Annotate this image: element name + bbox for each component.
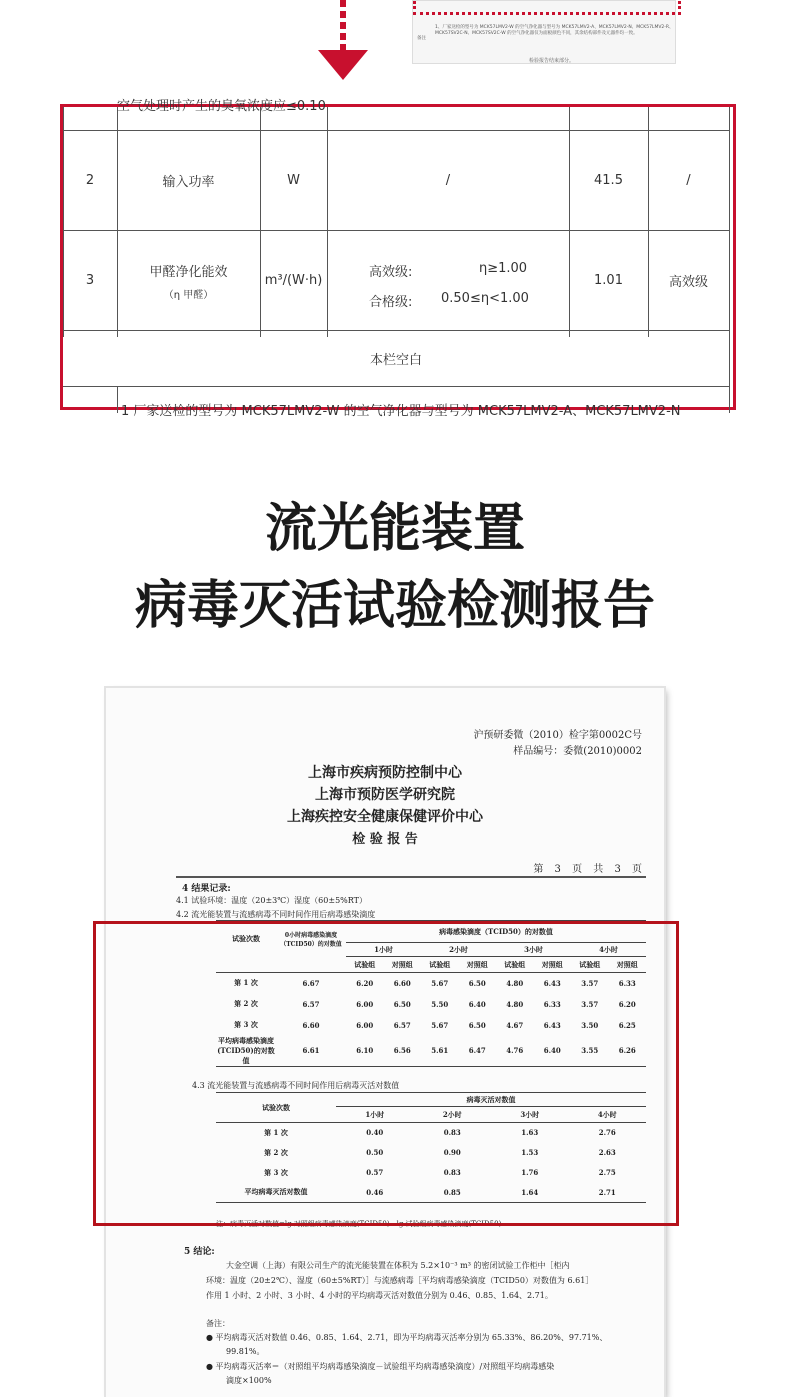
row3-item-sub: （η 甲醛） <box>163 289 214 301</box>
row2-verdict: / <box>686 173 691 188</box>
cell-value: 3.55 <box>571 1036 609 1067</box>
cell-value: 3.50 <box>581 1020 599 1030</box>
cell-value: 5.67 <box>431 978 449 988</box>
cell-value: 3.57 <box>581 999 599 1009</box>
t1-test: 试验组 <box>571 957 609 973</box>
conclusion-line-2: 环境：温度（20±2℃）、湿度（60±5%RT）］与流感病毒［平均病毒感染滴度（TCID50）对数值为 6.61］ <box>206 1276 594 1285</box>
section-4-1: 4.1 试验环境：温度（20±3℃）湿度（60±5%RT） <box>176 896 367 905</box>
arrow-head <box>318 50 368 80</box>
cell-value: 6.10 <box>346 1036 384 1067</box>
row3-item <box>117 231 260 330</box>
row-label: 平均病毒灭活对数值 <box>216 1183 336 1203</box>
cell-value: 4.80 <box>506 999 524 1009</box>
t1-test: 试验组 <box>496 957 534 973</box>
blank-row: 本栏空白 <box>369 353 422 368</box>
cell-value: 6.40 <box>468 999 486 1009</box>
cell-value: 2.75 <box>598 1168 616 1177</box>
cell-value: 6.56 <box>384 1036 422 1067</box>
conclusion-line-1: 大金空调（上海）有限公司生产的流光能装置在体积为 5.2×10⁻³ m³ 的密闭试验工作柜中［柜内 <box>226 1261 570 1270</box>
row2-unit: W <box>287 173 300 188</box>
row3-verdict: 高效级 <box>668 275 708 290</box>
row3-unit: m³/(W·h) <box>264 273 323 288</box>
cell-value: 6.67 <box>302 978 320 988</box>
t1-test: 试验组 <box>421 957 459 973</box>
row3-result: 1.01 <box>594 273 623 288</box>
t2-h-count: 试验次数 <box>216 1093 336 1123</box>
row3-item-label: 甲醛净化能效 <box>149 264 228 280</box>
row3-no: 3 <box>85 273 95 288</box>
cell-value: 6.33 <box>543 999 561 1009</box>
cell-value: 1.63 <box>521 1128 539 1138</box>
spec-top-cut-text: 空气处理时产生的臭氧浓度应≤0.10 <box>117 99 326 114</box>
cell-value: 6.57 <box>302 999 320 1009</box>
remark-label: 备注： <box>206 1319 230 1328</box>
cell-value: 1.53 <box>521 1148 539 1157</box>
t2-h1: 1小时 <box>336 1107 414 1123</box>
row-label: 第 3 次 <box>234 1020 258 1029</box>
row2-no: 2 <box>85 173 95 188</box>
row-label: 第 2 次 <box>234 999 258 1008</box>
t1-ctrl: 对照组 <box>384 957 422 973</box>
thumbnail-remark: 1、厂家送检的型号为 MCK57LMV2-W 的空气净化器与型号为 MCK57LMV2-A、MCK57LMV2-N、MCK57LMV2-R、MCK57SV2C-N、MCK57SV2C-W 的空气净化器仅为面板颜色不同，其余结构部件及元器件均一致。 <box>435 25 674 36</box>
std-ok-value: 0.50≤η<1.00 <box>441 291 529 306</box>
cell-value: 6.33 <box>618 978 636 988</box>
t1-ctrl: 对照组 <box>534 957 572 973</box>
cell-value: 2.63 <box>598 1148 616 1157</box>
bullet-2-text: 平均病毒灭活率＝（对照组平均病毒感染滴度－试验组平均病毒感染滴度）/对照组平均病毒感染 <box>215 1362 555 1371</box>
cell-value: 6.60 <box>393 978 411 988</box>
t1-ctrl: 对照组 <box>609 957 647 973</box>
row2-result: 41.5 <box>594 173 623 188</box>
cell-value: 0.83 <box>443 1168 461 1177</box>
section-4-3: 4.3 流光能装置与流感病毒不同时间作用后病毒灭活对数值 <box>192 1081 400 1090</box>
cell-value: 5.61 <box>421 1036 459 1067</box>
cell-value: 6.50 <box>393 999 411 1009</box>
t1-h1: 1小时 <box>346 943 421 957</box>
row-label: 第 1 次 <box>264 1127 288 1137</box>
heading-line-1: 流光能装置 <box>264 499 525 559</box>
cell-value: 6.00 <box>356 999 374 1009</box>
cell-value: 6.61 <box>276 1036 346 1067</box>
cell-value: 1.76 <box>521 1168 539 1177</box>
cell-value: 6.25 <box>618 1020 636 1030</box>
doc-type: 检 验 报 告 <box>352 832 418 847</box>
highlight-box <box>93 921 679 1226</box>
formula-note: 注：病毒灭活对数值=lg 对照组病毒感染滴度(TCID50)－lg 试验组病毒感染滴度(TCID50) <box>216 1220 502 1228</box>
cell-value: 0.83 <box>443 1128 461 1138</box>
cell-value: 5.50 <box>431 999 449 1009</box>
cell-value: 4.76 <box>496 1036 534 1067</box>
bullet-1-cont: 99.81%。 <box>226 1347 265 1356</box>
row2-item: 输入功率 <box>162 175 215 190</box>
cell-value: 1.64 <box>491 1183 569 1203</box>
org-name-3: 上海疾控安全健康保健评价中心 <box>287 809 483 825</box>
t1-h2: 2小时 <box>421 943 496 957</box>
cell-value: 2.71 <box>569 1183 647 1203</box>
page-indicator: 第 3 页 共 3 页 <box>533 864 642 875</box>
cell-value: 6.43 <box>543 978 561 988</box>
t2-h-group: 病毒灭活对数值 <box>336 1093 646 1107</box>
bullet-1-text: 平均病毒灭活对数值 0.46、0.85、1.64、2.71，即为平均病毒灭活率分别为 65.33%、86.20%、97.71%、 <box>215 1333 608 1342</box>
thumbnail-footer: 检验报告结束部分。 <box>529 58 575 64</box>
cell-value: 0.85 <box>414 1183 492 1203</box>
cell-value: 0.40 <box>366 1128 384 1138</box>
t2-h4: 4小时 <box>569 1107 647 1123</box>
row3-standard <box>327 231 569 330</box>
spec-bottom-cut-text: 1 厂家送检的型号为 MCK57LMV2-W 的空气净化器与型号为 MCK57LMV2-A、MCK57LMV2-N <box>121 404 681 419</box>
report-ref: 沪预研委微（2010）检字第0002C号 <box>473 730 642 741</box>
cell-value: 6.60 <box>302 1020 320 1030</box>
thumbnail-label: 备注 <box>417 36 426 41</box>
down-arrow-icon <box>318 0 368 84</box>
conclusion-line-3: 作用 1 小时、2 小时、3 小时、4 小时的平均病毒灭活对数值分别为 0.46、0.85、1.64、2.71。 <box>206 1291 553 1300</box>
heading-line-2: 病毒灭活试验检测报告 <box>134 576 655 636</box>
cell-value: 4.67 <box>506 1020 524 1030</box>
spec-table <box>60 99 736 419</box>
cell-value: 5.67 <box>431 1020 449 1030</box>
cell-value: 6.20 <box>618 999 636 1009</box>
t1-h-zero: 0小时病毒感染滴度（TCID50）的对数值 <box>276 921 346 957</box>
cell-value: 6.43 <box>543 1020 561 1030</box>
cell-value: 0.57 <box>366 1168 384 1177</box>
row-label: 平均病毒感染滴度(TCID50)的对数值 <box>217 1035 275 1065</box>
dotted-line <box>340 0 346 52</box>
cell-value: 6.26 <box>609 1036 647 1067</box>
cell-value: 6.57 <box>393 1020 411 1030</box>
std-ok-label: 合格级: <box>369 295 413 310</box>
row-label: 第 3 次 <box>264 1167 288 1177</box>
section-4-2: 4.2 流光能装置与流感病毒不同时间作用后病毒感染滴度 <box>176 910 376 919</box>
org-name-2: 上海市预防医学研究院 <box>315 787 455 803</box>
t1-h3: 3小时 <box>496 943 571 957</box>
cell-value: 6.40 <box>534 1036 572 1067</box>
std-high-label: 高效级: <box>369 265 413 280</box>
t1-test: 试验组 <box>346 957 384 973</box>
cell-value: 3.57 <box>581 978 599 988</box>
cell-value: 0.50 <box>366 1148 384 1157</box>
t1-h-count: 试验次数 <box>216 921 276 957</box>
section-4-heading: 4 结果记录: <box>182 884 231 894</box>
t1-h4: 4小时 <box>571 943 646 957</box>
t2-h2: 2小时 <box>414 1107 492 1123</box>
row-label: 第 2 次 <box>264 1147 288 1157</box>
t1-h-group: 病毒感染滴度（TCID50）的对数值 <box>346 921 646 943</box>
t1-ctrl: 对照组 <box>459 957 497 973</box>
cell-value: 6.47 <box>459 1036 497 1067</box>
thumbnail-highlight <box>413 1 681 15</box>
cell-value: 0.46 <box>336 1183 414 1203</box>
cell-value: 4.80 <box>506 978 524 988</box>
section-5-heading: 5 结论: <box>184 1247 215 1257</box>
cell-value: 0.90 <box>443 1148 461 1157</box>
report-thumbnail <box>412 0 676 64</box>
t2-h3: 3小时 <box>491 1107 569 1123</box>
cell-value: 6.50 <box>468 978 486 988</box>
bullet-1: ● 平均病毒灭活对数值 0.46、0.85、1.64、2.71，即为平均病毒灭活率分别为 65.33%、86.20%、97.71%、 <box>206 1333 608 1342</box>
org-name-1: 上海市疾病预防控制中心 <box>308 765 462 781</box>
header-rule <box>176 876 646 878</box>
cell-value: 2.76 <box>598 1128 616 1138</box>
bullet-2-cont: 滴度×100% <box>226 1376 272 1385</box>
cell-value: 6.00 <box>356 1020 374 1030</box>
cell-value: 6.20 <box>356 978 374 988</box>
row-label: 第 1 次 <box>234 978 258 988</box>
cell-value: 6.50 <box>468 1020 486 1030</box>
bullet-2: ● 平均病毒灭活率＝（对照组平均病毒感染滴度－试验组平均病毒感染滴度）/对照组平均病毒感染 <box>206 1362 555 1371</box>
std-high-value: η≥1.00 <box>479 261 528 276</box>
row2-standard: / <box>445 173 451 188</box>
report-sample-no: 样品编号：委微(2010)0002 <box>513 746 642 757</box>
